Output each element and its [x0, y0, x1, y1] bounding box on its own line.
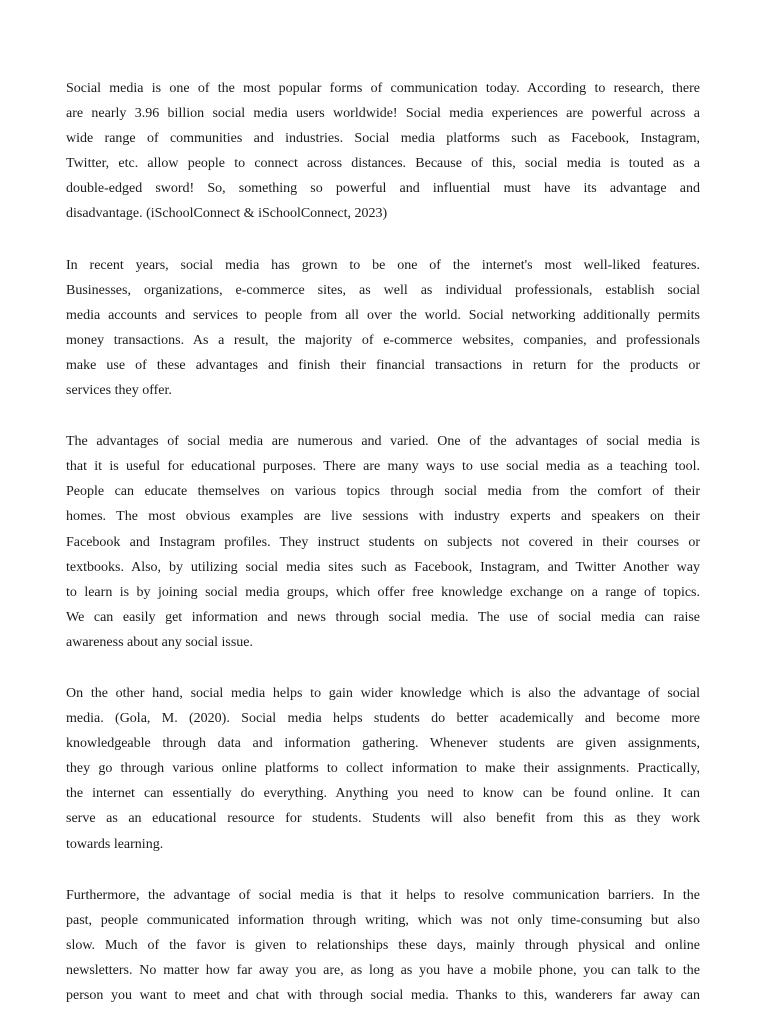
text-line: awareness about any social issue. — [66, 634, 253, 650]
text-line: they go through various online platforms to collect information to make their assignments. Practically, — [66, 761, 700, 777]
text-line: to learn is by joining social media groups, which offer free knowledge exchange on a range of topics. — [66, 584, 700, 600]
document-body — [66, 76, 700, 1024]
text-line: serve as an educational resource for students. Students will also benefit from this as they work — [66, 811, 700, 827]
text-line: media. (Gola, M. (2020). Social media helps students do better academically and become more — [66, 711, 700, 727]
text-line: wide range of communities and industries. Social media platforms such as Facebook, Instagram, — [66, 131, 700, 147]
text-line: disadvantage. (iSchoolConnect & iSchoolConnect, 2023) — [66, 206, 388, 222]
paragraph-1 — [66, 76, 700, 227]
text-line: newsletters. No matter how far away you are, as long as you have a mobile phone, you can talk to the — [66, 962, 700, 978]
text-line: homes. The most obvious examples are live sessions with industry experts and speakers on their — [66, 509, 700, 525]
text-line: Facebook and Instagram profiles. They instruct students on subjects not covered in their courses or — [66, 534, 700, 550]
text-line: the internet can essentially do everything. Anything you need to know can be found online. It can — [66, 786, 700, 802]
text-line: People can educate themselves on various topics through social media from the comfort of their — [66, 484, 700, 500]
paragraph-4 — [66, 681, 700, 857]
paragraph-2 — [66, 253, 700, 404]
text-line: slow. Much of the favor is given to relationships these days, mainly through physical and online — [66, 937, 700, 953]
text-line: person you want to meet and chat with through social media. Thanks to this, wanderers far away can — [66, 988, 700, 1003]
text-line: We can easily get information and news through social media. The use of social media can raise — [66, 609, 700, 625]
text-line: Twitter, etc. allow people to connect across distances. Because of this, social media is touted as a — [66, 156, 700, 172]
paragraph-3 — [66, 429, 700, 655]
paragraph-5 — [66, 883, 700, 1008]
text-line: In recent years, social media has grown to be one of the internet's most well-liked features. — [66, 257, 700, 273]
text-line: past, people communicated information through writing, which was not only time-consuming but also — [66, 912, 700, 928]
text-line: Businesses, organizations, e-commerce sites, as well as individual professionals, establish social — [66, 282, 700, 298]
text-line: money transactions. As a result, the majority of e-commerce websites, companies, and professionals — [66, 332, 700, 348]
text-line: double-edged sword! So, something so powerful and influential must have its advantage and — [66, 181, 700, 197]
text-line: that it is useful for educational purposes. There are many ways to use social media as a teaching tool. — [66, 459, 700, 475]
text-line: knowledgeable through data and information gathering. Whenever students are given assignments, — [66, 736, 700, 752]
text-line: media accounts and services to people from all over the world. Social networking additionally permits — [66, 307, 700, 323]
text-line: textbooks. Also, by utilizing social media sites such as Facebook, Instagram, and Twitter Another way — [66, 559, 700, 575]
text-line: towards learning. — [66, 836, 164, 852]
text-line: services they offer. — [66, 383, 172, 399]
text-line: Furthermore, the advantage of social media is that it helps to resolve communication barriers. In the — [66, 887, 700, 903]
text-line: The advantages of social media are numerous and varied. One of the advantages of social media is — [66, 434, 700, 450]
text-line: are nearly 3.96 billion social media users worldwide! Social media experiences are powerful across a — [66, 106, 700, 122]
text-line: make use of these advantages and finish their financial transactions in return for the products or — [66, 357, 700, 373]
text-line: On the other hand, social media helps to gain wider knowledge which is also the advantage of social — [66, 685, 700, 701]
text-line: Social media is one of the most popular forms of communication today. According to research, there — [66, 81, 700, 96]
